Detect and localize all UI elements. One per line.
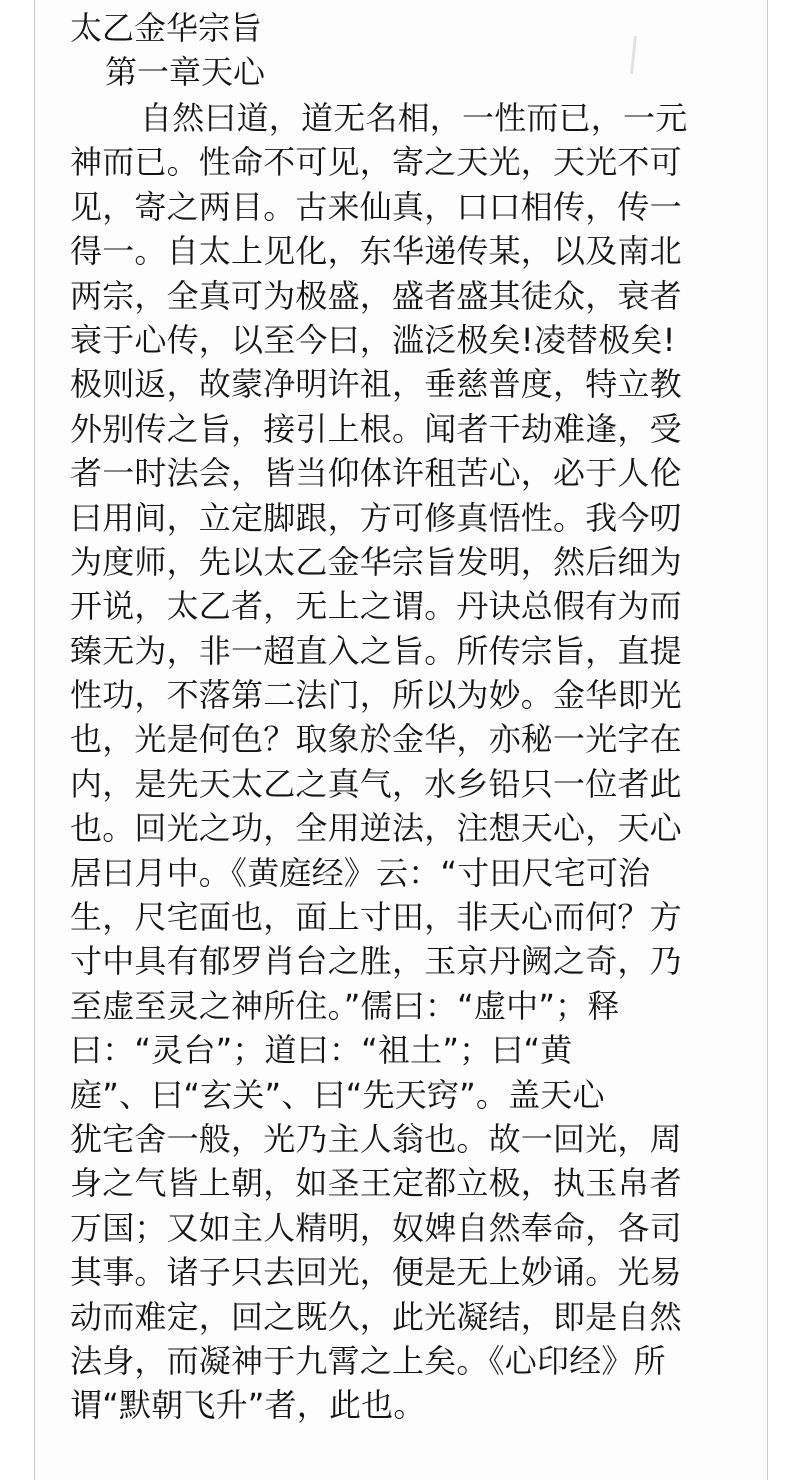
- text-line: 生，尺宅面也，面上寸田，非天心而何？方: [70, 898, 682, 937]
- chapter-title: 第一章天心: [105, 53, 266, 91]
- text-line: 神而已。性命不可见，寄之天光，天光不可: [70, 143, 682, 182]
- text-line: 极则返，故蒙净明许祖，垂慈普度，特立教: [70, 365, 682, 404]
- text-line: 自然曰道，道无名相，一性而已，一元: [140, 99, 688, 137]
- text-line: 得一。自太上见化，东华递传某，以及南北: [70, 232, 682, 271]
- text-line: 也。回光之功，全用逆法，注想天心，天心: [70, 809, 682, 848]
- text-line: 庭”、曰“玄关”、曰“先天窍”。盖天心: [70, 1075, 605, 1114]
- text-line: 臻无为，非一超直入之旨。所传宗旨，直提: [70, 631, 682, 670]
- text-line: 两宗，全真可为极盛，盛者盛其徒众，衰者: [70, 276, 682, 315]
- text-line: 曰用间，立定脚跟，方可修真悟性。我今叨: [70, 498, 682, 537]
- text-line: 性功，不落第二法门，所以为妙。金华即光: [70, 676, 682, 715]
- text-line: 其事。诸子只去回光，便是无上妙诵。光易: [70, 1253, 682, 1292]
- text-line: 为度师，先以太乙金华宗旨发明，然后细为: [70, 542, 682, 581]
- text-line: 者一时法会，皆当仰体许租苦心，必于人伦: [70, 454, 682, 493]
- text-line: 寸中具有郁罗肖台之胜，玉京丹阙之奇，乃: [70, 942, 682, 981]
- text-line: 外别传之旨，接引上根。闻者干劫难逢，受: [70, 409, 682, 448]
- text-line: 衰于心传，以至今曰，滥泛极矣!凌替极矣!: [70, 320, 676, 359]
- text-line: 至虚至灵之神所住。”儒曰：“虚中”；释: [70, 986, 620, 1025]
- text-line: 身之气皆上朝，如圣王定都立极，执玉帛者: [70, 1164, 682, 1203]
- text-line: 曰：“灵台”；道曰：“祖土”；曰“黄: [70, 1031, 573, 1070]
- text-line: 犹宅舍一般，光乃主人翁也。故一回光，周: [70, 1119, 682, 1158]
- text-line: 见，寄之两目。古来仙真，口口相传，传一: [70, 187, 682, 226]
- text-line: 也，光是何色？取象於金华，亦秘一光字在: [70, 720, 682, 759]
- text-line: 开说，太乙者，无上之谓。丹诀总假有为而: [70, 587, 682, 626]
- text-line: 法身，而凝神于九霄之上矣。《心印经》所: [70, 1341, 666, 1380]
- body-text: [70, 96, 734, 1428]
- text-line: 谓“默朝飞升”者，此也。: [70, 1386, 426, 1425]
- text-line: 居曰月中。《黄庭经》云：“寸田尺宅可治: [70, 853, 651, 892]
- text-line: 动而难定，回之既久，此光凝结，即是自然: [70, 1297, 682, 1336]
- text-line: 内，是先天太乙之真气，水乡铅只一位者此: [70, 764, 682, 803]
- document-title: 太乙金华宗旨: [70, 9, 263, 47]
- text-line: 万国；又如主人精明，奴婢自然奉命，各司: [70, 1208, 682, 1247]
